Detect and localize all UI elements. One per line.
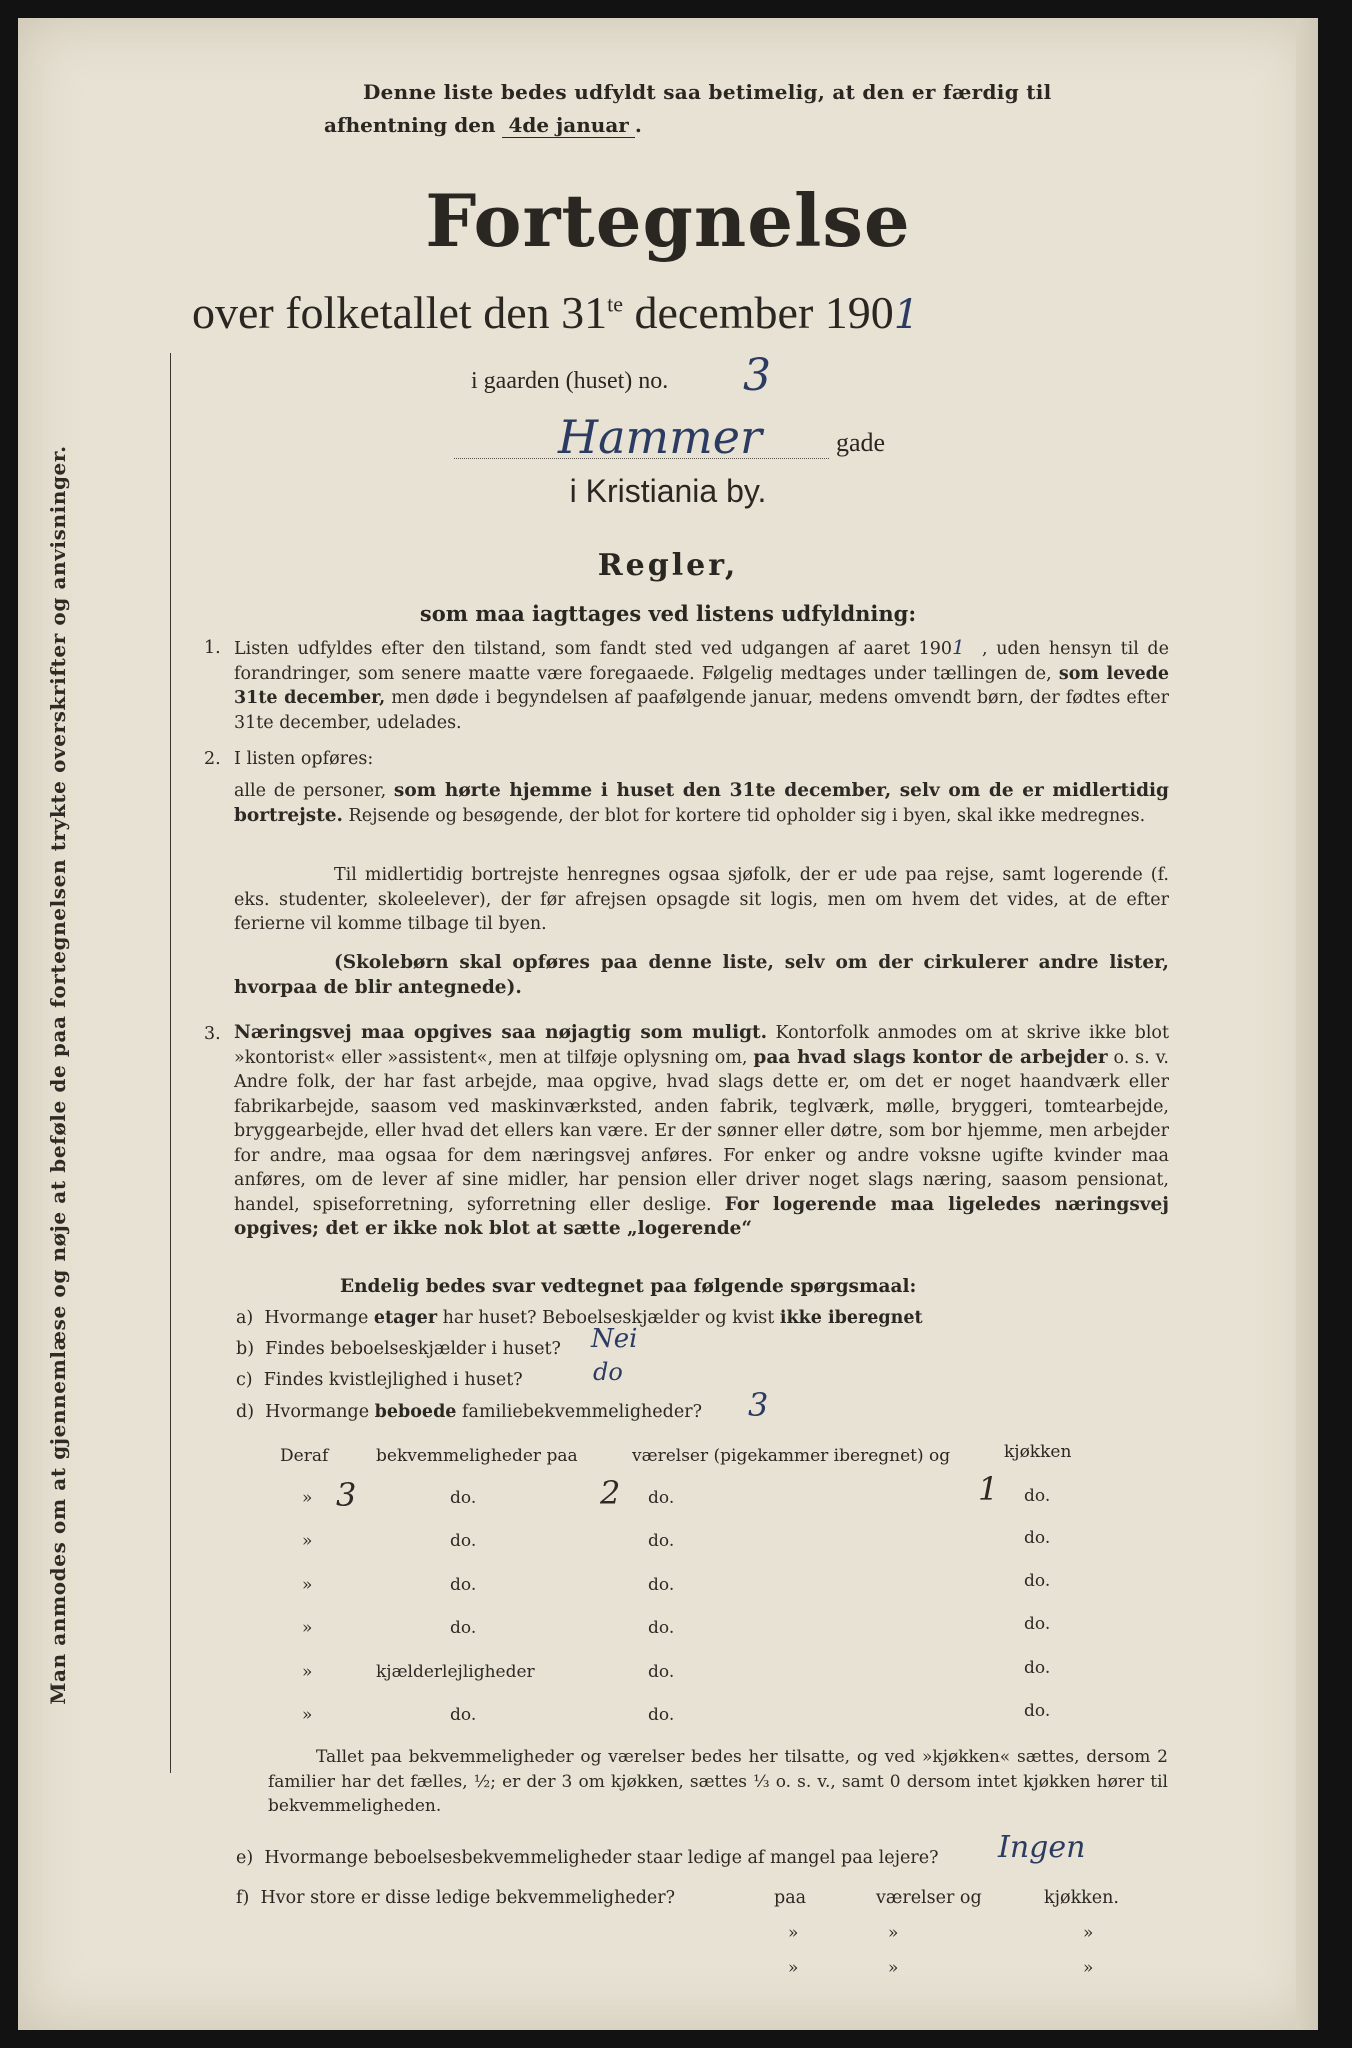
rule-3-bold-3: For logerende maa ligeledes næringsvej opgives; det er ikke nok blot at sætte „logerende“ [234,1193,1169,1239]
rule-3-b: o. s. v. Andre folk, der har fast arbejde, maa opgive, hvad slags dette er, om det er noget haandværk eller fabrikarbejde, saasom ved maskinværksted, anden fabrik, teglværk, mølle, bryggeri, tomtearbejde, bryggearbejde, eller hvad det ellers kan være. Er der sønner eller døtre, som bor hjemme, men arbejder for andre, maa ogsaa for dem næringsvej anføres. For enker og andre voksne ugifte kvinder maa anføres, om de lever af sine midler, har pension eller driver noget slags næring, saasom pensionat, handel, spiseforretning, syforretning eller deslige. [234,1047,1169,1215]
question-a-label: a) [236,1308,254,1328]
question-e-text: Hvormange beboelsesbekvemmeligheder staar ledige af mangel paa lejere? [264,1848,939,1868]
rule-1-a: Listen udfyldes efter den tilstand, som fandt sted ved udgangen af aaret 190 [234,639,953,659]
row-3-do-c: do. [1024,1571,1051,1591]
row-4-quote: » [302,1618,313,1638]
row-3-do-a: do. [450,1575,477,1595]
question-a-pre: Hvormange [264,1308,369,1328]
question-a [236,1308,923,1328]
table-header-kjok: kjøkken [1004,1442,1072,1462]
question-d-post: familiebekvemmeligheder? [462,1402,702,1422]
subtitle-post: december 190 [623,287,894,338]
blank-row-2-quote-c: » [1083,1958,1094,1978]
row-1-quote: » [302,1488,313,1508]
paper-edge [1296,18,1318,2030]
question-c-label: c) [236,1370,253,1390]
table-header-deraf: Deraf [280,1446,329,1466]
row-1-bekv-hand: 3 [336,1476,357,1514]
rule-3-bold-2: paa hvad slags kontor de arbejder [753,1046,1108,1068]
pickup-date: 4de januar [502,113,634,138]
row-3-do-b: do. [648,1575,675,1595]
rule-1-c: men døde i begyndelsen af paafølgende januar, medens omvendt børn, der fødtes efter 31te december, udelades. [234,688,1170,733]
blank-row-1-quote-b: » [888,1923,899,1943]
row-5-cellar-label: kjælderlejligheder [376,1662,535,1682]
question-f-kjok: kjøkken. [1044,1888,1119,1908]
rule-1-year-hand: 1 [952,635,965,659]
notice-line-2-post: . [634,113,642,137]
question-d-answer: 3 [748,1386,769,1424]
rule-3-bold-1: Næringsvej maa opgives saa nøjagtig som muligt. [234,1022,768,1043]
row-5-quote: » [302,1662,313,1682]
rules-heading: Regler, [597,548,739,583]
subtitle-year-hand: 1 [893,292,920,338]
question-f [236,1888,675,1908]
question-b [236,1339,561,1359]
row-4-do-b: do. [648,1618,675,1638]
rule-2-bold: som hørte hjemme i huset den 31te december, selv om de er midlertidig bortrejste. [234,780,1169,826]
rule-3-text [234,1021,1169,1242]
form-sheet [18,18,1318,2030]
rule-2-number: 2. [204,749,221,769]
question-f-text: Hvor store er disse ledige bekvemmeligheder? [260,1888,676,1908]
rule-2-text [234,779,1169,828]
question-e [236,1848,938,1868]
table-header-vaer: værelser (pigekammer iberegnet) og [632,1446,951,1466]
blank-row-1-quote-a: » [788,1923,799,1943]
row-2-do-c: do. [1024,1528,1051,1548]
street-suffix: gade [836,428,886,457]
question-c [236,1370,523,1390]
row-4-do-a: do. [450,1618,477,1638]
rule-3-number: 3. [204,1024,221,1044]
question-c-text: Findes kvistlejlighed i huset? [263,1370,523,1390]
row-3-quote: » [302,1575,313,1595]
row-6-do-c: do. [1024,1701,1051,1721]
form-title: Fortegnelse [425,178,911,263]
table-header-bekv: bekvemmeligheder paa [376,1446,578,1466]
row-5-do-c: do. [1024,1658,1051,1678]
row-2-quote: » [302,1531,313,1551]
questions-intro: Endelig bedes svar vedtegnet paa følgende spørgsmaal: [340,1276,917,1297]
form-subtitle [192,286,919,339]
footnote: Tallet paa bekvemmeligheder og værelser bedes her tilsatte, og ved »kjøkken« sættes, dersom 2 familier har det fælles, ½; er der 3 om kjøkken, sættes ⅓ o. s. v., samt 0 dersom intet kjøkken hører til bekvemmeligheden. [268,1747,1168,1816]
notice-line-2 [324,113,642,138]
notice-line-1: Denne liste bedes udfyldt saa betimelig, at den er færdig til [363,80,1052,104]
question-e-answer: Ingen [998,1830,1086,1865]
house-number: 3 [743,350,771,401]
rule-2-a: alle de personer, [234,781,387,801]
house-label: i gaarden (huset) no. [471,368,669,394]
notice-line-2-pre: afhentning den [324,113,496,137]
row-2-do-b: do. [648,1531,675,1551]
city: i Kristiania by. [569,473,767,509]
blank-row-2-quote-b: » [888,1958,899,1978]
row-1-kjok-hand: 1 [978,1470,999,1508]
row-1-vaer-hand: 2 [600,1474,621,1512]
row-1-do-a: do. [450,1488,477,1508]
row-2-do-a: do. [450,1531,477,1551]
row-6-do-a: do. [450,1705,477,1725]
rule-2-para-2: Til midlertidig bortrejste henregnes ogsaa sjøfolk, der er ude paa rejse, samt logerende (f. eks. studenter, skoleelever), der før afrejsen opsagde sit logis, men om hvem det vides, at de efter ferierne vil komme tilbage til byen. [234,865,1169,934]
question-b-text: Findes beboelseskjælder i huset? [265,1339,561,1359]
subtitle-pre: over folketallet den 31 [192,287,608,338]
question-b-answer: Nei [591,1324,638,1354]
question-c-answer: do [593,1358,623,1386]
row-1-do-c: do. [1024,1486,1051,1506]
row-1-do-b: do. [648,1488,675,1508]
question-d [236,1402,702,1422]
subtitle-sup: te [607,291,624,317]
question-d-pre: Hvormange [265,1402,370,1422]
street-name: Hammer [558,410,762,464]
rule-1-bold: som levede 31te december, [234,663,1169,708]
rules-subheading: som maa iagttages ved listens udfyldning: [419,601,917,626]
row-5-do-b: do. [648,1662,675,1682]
rule-1-number: 1. [204,638,221,658]
row-6-quote: » [302,1705,313,1725]
rule-3-a: Kontorfolk anmodes om at skrive ikke blot »kontorist« eller »assistent«, men at tilføje oplysning om, [234,1023,1169,1068]
question-f-vaer: værelser og [876,1888,982,1908]
question-a-bold-2: ikke iberegnet [779,1308,923,1328]
blank-row-2-quote-a: » [788,1958,799,1978]
question-f-paa: paa [774,1888,807,1908]
question-a-mid: har huset? Beboelseskjælder og kvist [442,1308,775,1328]
row-4-do-c: do. [1024,1614,1051,1634]
rule-1-text [234,635,1169,735]
question-e-label: e) [236,1848,254,1868]
question-d-label: d) [236,1402,255,1422]
question-f-label: f) [236,1888,250,1908]
question-b-label: b) [236,1339,255,1359]
side-instruction: Man anmodes om at gjennemlæse og nøje at beføle de paa fortegnelsen trykte overskrifter og anvisninger. [46,445,70,1705]
row-6-do-b: do. [648,1705,675,1725]
question-a-bold: etager [373,1308,438,1328]
rule-2-b: Rejsende og besøgende, der blot for kortere tid opholder sig i byen, skal ikke medregnes. [348,805,1146,826]
rule-2-intro: I listen opføres: [234,749,374,769]
question-d-bold: beboede [374,1402,457,1422]
rule-2-para-3: (Skolebørn skal opføres paa denne liste, selv om der cirkulerer andre lister, hvorpaa de blir antegnede). [234,952,1169,998]
blank-row-1-quote-c: » [1083,1923,1094,1943]
rule-1-b: , uden hensyn til de forandringer, som senere maatte være foregaaede. Følgelig medtages under tællingen de, [234,639,1169,684]
